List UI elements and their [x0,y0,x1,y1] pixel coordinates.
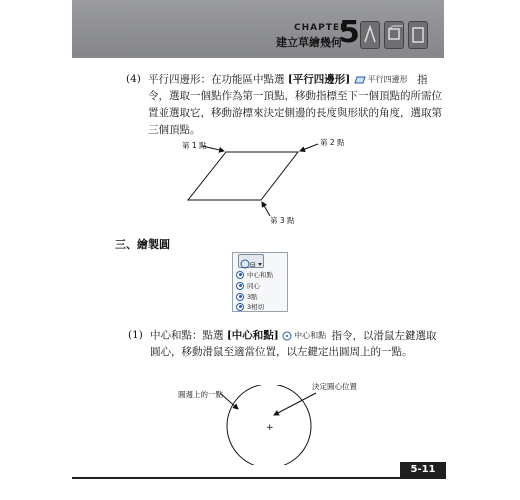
circle-figure [200,385,360,465]
concentric-icon [236,282,244,290]
parallelogram-icon [354,76,366,84]
center-mark: + [266,423,274,433]
sketch-mode-icon [360,21,380,49]
parallelogram-shape [188,152,298,200]
arrow-point3 [262,202,270,216]
three-tangent-icon [236,303,244,311]
menu-item-label: 中心和點 [247,271,273,279]
parallelogram-tool-label: 平行四邊形 [367,75,408,84]
item1-line1 [150,327,436,345]
svg-text:⊟: ⊟ [250,261,256,269]
item1-command: [中心和點] [226,329,279,342]
menu-item-3-point[interactable] [236,292,258,301]
parallelogram-tool-badge [354,71,408,88]
label-point3: 第 3 點 [270,216,295,225]
arrow-point2 [300,144,318,151]
item1-text-c: 指令，以滑鼠左鍵選取 [331,329,437,342]
arrow-center [274,393,316,415]
center-point-icon [282,331,292,341]
item4-text-c: 指 [416,73,428,86]
center-point-tool-label: 中心和點 [294,331,327,340]
center-point-tool-badge [282,327,326,344]
item4-line3: 置並選取它，移動游標來決定側邊的長度與形狀的角度，選取第 [148,107,442,119]
page-number: 5-11 [400,462,446,478]
label-point2: 第 2 點 [320,138,345,147]
circle-icon [236,271,244,279]
chapter-title: 建立草繪幾何 [276,36,342,49]
label-center: 決定圓心位置 [312,382,357,391]
item4-line4: 三個頂點。 [148,124,201,136]
part-mode-icon [384,21,404,49]
chapter-number: 5 [339,15,360,50]
drawing-mode-icon [408,21,428,49]
menu-item-label: 3相切 [247,303,265,311]
section-title: 三、繪製圓 [115,238,170,251]
circle-dropdown-button[interactable] [238,254,264,268]
item4-text-a: 平行四邊形：在功能區中點選 [148,73,285,86]
item4-line2: 令，選取一個點作為第一頂點，移動指標至下一個頂點的所需位 [148,90,442,102]
footer-rule [72,477,446,479]
item4-number: (4) [126,73,141,85]
parallelogram-figure [170,138,350,228]
item4-line1 [148,71,427,89]
item1-text-a: 中心和點：點選 [150,329,224,342]
label-point1: 第 1 點 [182,141,207,150]
chapter-label: CHAPTER [294,23,348,33]
label-edge-point: 圓週上的一點 [178,390,223,399]
item4-command: [平行四邊形] [287,73,351,86]
menu-item-center-point[interactable] [236,270,273,279]
item1-line2: 圓心，移動滑鼠至適當位置，以左鍵定出圓周上的一點。 [150,346,413,358]
three-point-icon [236,293,244,301]
menu-item-label: 3點 [247,293,258,301]
menu-item-3-tangent[interactable] [236,302,264,311]
menu-item-concentric[interactable] [236,281,260,290]
item1-number: (1) [128,329,143,341]
menu-item-label: 同心 [247,282,260,290]
